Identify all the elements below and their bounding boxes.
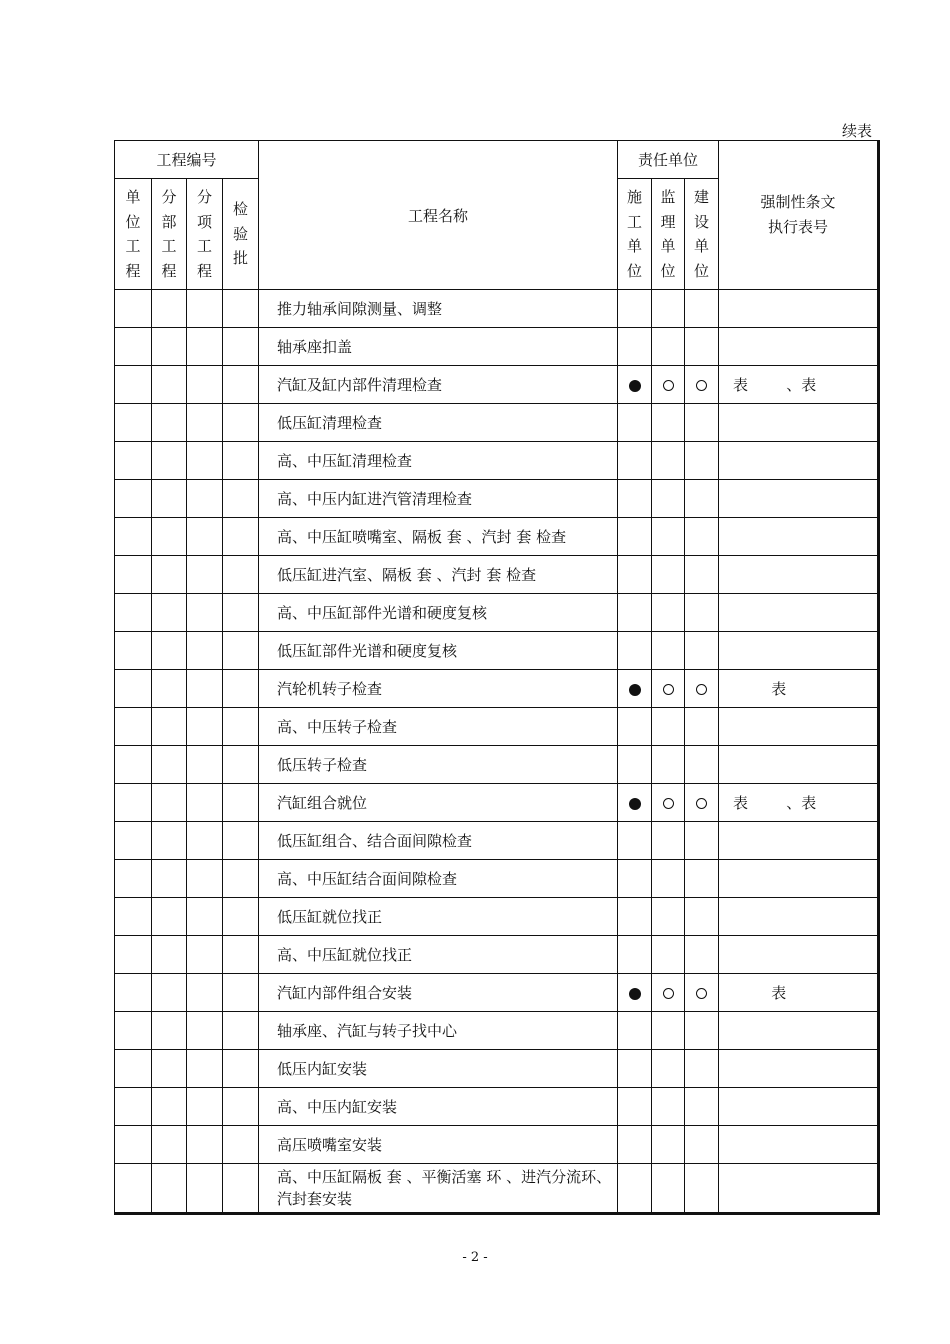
responsibility-mark	[618, 1012, 652, 1050]
responsibility-mark	[685, 1126, 719, 1164]
code-cell	[223, 632, 259, 670]
open-circle-icon	[663, 988, 674, 999]
project-name-cell: 轴承座、汽缸与转子找中心	[259, 1012, 618, 1050]
responsibility-mark	[618, 290, 652, 328]
code-cell	[187, 1164, 223, 1214]
header-project-name: 工程名称	[259, 141, 618, 290]
mandatory-ref-cell: 表 、表	[719, 784, 879, 822]
code-cell	[187, 822, 223, 860]
code-cell	[115, 556, 152, 594]
filled-circle-icon	[629, 684, 641, 696]
project-table	[114, 140, 880, 1215]
code-cell	[115, 898, 152, 936]
project-name-cell: 高、中压缸就位找正	[259, 936, 618, 974]
responsibility-mark	[618, 898, 652, 936]
header-sub-division: 分 部 工 程	[152, 179, 187, 290]
responsibility-mark	[685, 366, 719, 404]
project-name-cell: 汽缸及缸内部件清理检查	[259, 366, 618, 404]
project-name-cell: 高、中压缸隔板 套 、平衡活塞 环 、进汽分流环、汽封套安装	[259, 1164, 618, 1214]
code-cell	[187, 1012, 223, 1050]
code-cell	[187, 1088, 223, 1126]
code-cell	[152, 746, 187, 784]
responsibility-mark	[618, 746, 652, 784]
responsibility-mark	[685, 594, 719, 632]
code-cell	[152, 290, 187, 328]
code-cell	[187, 366, 223, 404]
header-owner-unit: 建 设 单 位	[685, 179, 719, 290]
code-cell	[223, 708, 259, 746]
responsibility-mark	[618, 936, 652, 974]
responsibility-mark	[652, 822, 685, 860]
code-cell	[223, 784, 259, 822]
project-name-cell: 高、中压缸结合面间隙检查	[259, 860, 618, 898]
header-supervision-unit: 监 理 单 位	[652, 179, 685, 290]
project-name-cell: 轴承座扣盖	[259, 328, 618, 366]
project-name-cell: 低压缸组合、结合面间隙检查	[259, 822, 618, 860]
code-cell	[152, 708, 187, 746]
responsibility-mark	[652, 1164, 685, 1214]
responsibility-mark	[685, 404, 719, 442]
open-circle-icon	[663, 798, 674, 809]
responsibility-mark	[618, 632, 652, 670]
table-row	[115, 1012, 879, 1050]
responsibility-mark	[685, 290, 719, 328]
table-row	[115, 632, 879, 670]
code-cell	[223, 746, 259, 784]
open-circle-icon	[696, 684, 707, 695]
header-mandatory-line1: 强制性条文	[760, 193, 836, 211]
project-name-cell: 汽轮机转子检查	[259, 670, 618, 708]
responsibility-mark	[652, 594, 685, 632]
code-cell	[223, 518, 259, 556]
code-cell	[115, 936, 152, 974]
project-name-cell: 高、中压内缸安装	[259, 1088, 618, 1126]
code-cell	[115, 1088, 152, 1126]
code-cell	[115, 328, 152, 366]
responsibility-mark	[685, 1012, 719, 1050]
responsibility-mark	[652, 708, 685, 746]
mandatory-ref-cell	[719, 1012, 879, 1050]
page-number: - 2 -	[462, 1250, 488, 1265]
code-cell	[223, 898, 259, 936]
code-cell	[187, 1050, 223, 1088]
project-name-cell: 高、中压内缸进汽管清理检查	[259, 480, 618, 518]
code-cell	[187, 518, 223, 556]
code-cell	[152, 1050, 187, 1088]
responsibility-mark	[618, 366, 652, 404]
project-name-cell: 低压缸清理检查	[259, 404, 618, 442]
mandatory-ref-cell	[719, 708, 879, 746]
code-cell	[223, 860, 259, 898]
responsibility-mark	[618, 480, 652, 518]
code-cell	[187, 708, 223, 746]
code-cell	[223, 442, 259, 480]
code-cell	[187, 860, 223, 898]
responsibility-mark	[618, 404, 652, 442]
code-cell	[152, 1164, 187, 1214]
mandatory-ref-cell	[719, 290, 879, 328]
project-name-cell: 高、中压缸部件光谱和硬度复核	[259, 594, 618, 632]
responsibility-mark	[685, 328, 719, 366]
code-cell	[152, 366, 187, 404]
mandatory-ref-cell	[719, 822, 879, 860]
responsibility-mark	[685, 936, 719, 974]
responsibility-mark	[685, 746, 719, 784]
code-cell	[115, 632, 152, 670]
code-cell	[152, 442, 187, 480]
table-row	[115, 784, 879, 822]
table-row	[115, 822, 879, 860]
code-cell	[223, 1012, 259, 1050]
responsibility-mark	[652, 974, 685, 1012]
mandatory-ref-cell	[719, 936, 879, 974]
mandatory-ref-cell	[719, 1164, 879, 1214]
code-cell	[187, 784, 223, 822]
code-cell	[152, 1126, 187, 1164]
header-inspection-lot: 检 验 批	[223, 179, 259, 290]
code-cell	[115, 860, 152, 898]
responsibility-mark	[685, 974, 719, 1012]
table-row	[115, 1126, 879, 1164]
code-cell	[223, 404, 259, 442]
code-cell	[115, 784, 152, 822]
code-cell	[187, 404, 223, 442]
responsibility-mark	[652, 746, 685, 784]
table-row	[115, 670, 879, 708]
code-cell	[223, 1164, 259, 1214]
filled-circle-icon	[629, 988, 641, 1000]
code-cell	[152, 860, 187, 898]
mandatory-ref-cell	[719, 556, 879, 594]
mandatory-ref-cell	[719, 518, 879, 556]
code-cell	[115, 1164, 152, 1214]
mandatory-ref-cell	[719, 404, 879, 442]
code-cell	[187, 936, 223, 974]
responsibility-mark	[618, 974, 652, 1012]
mandatory-ref-cell: 表 、表	[719, 366, 879, 404]
code-cell	[152, 556, 187, 594]
responsibility-mark	[685, 442, 719, 480]
responsibility-mark	[618, 708, 652, 746]
mandatory-ref-cell	[719, 746, 879, 784]
responsibility-mark	[685, 708, 719, 746]
table-row	[115, 290, 879, 328]
mandatory-ref-cell	[719, 1126, 879, 1164]
header-unit-project: 单 位 工 程	[115, 179, 152, 290]
code-cell	[187, 328, 223, 366]
code-cell	[152, 1088, 187, 1126]
code-cell	[115, 1126, 152, 1164]
code-cell	[187, 974, 223, 1012]
header-sub-item: 分 项 工 程	[187, 179, 223, 290]
code-cell	[187, 898, 223, 936]
project-name-cell: 高、中压缸喷嘴室、隔板 套 、汽封 套 检查	[259, 518, 618, 556]
responsibility-mark	[652, 1126, 685, 1164]
responsibility-mark	[685, 784, 719, 822]
responsibility-mark	[685, 480, 719, 518]
table-row	[115, 860, 879, 898]
open-circle-icon	[696, 798, 707, 809]
code-cell	[115, 290, 152, 328]
header-construction-unit: 施 工 单 位	[618, 179, 652, 290]
mandatory-ref-cell: 表	[719, 670, 879, 708]
project-name-cell: 汽缸组合就位	[259, 784, 618, 822]
code-cell	[223, 556, 259, 594]
responsibility-mark	[618, 670, 652, 708]
table-row	[115, 480, 879, 518]
code-cell	[115, 594, 152, 632]
mandatory-ref-cell	[719, 898, 879, 936]
project-name-cell: 低压转子检查	[259, 746, 618, 784]
responsibility-mark	[652, 632, 685, 670]
code-cell	[187, 670, 223, 708]
code-cell	[115, 480, 152, 518]
mandatory-ref-cell	[719, 328, 879, 366]
code-cell	[223, 480, 259, 518]
filled-circle-icon	[629, 798, 641, 810]
code-cell	[152, 670, 187, 708]
code-cell	[152, 518, 187, 556]
responsibility-mark	[652, 670, 685, 708]
responsibility-mark	[652, 1088, 685, 1126]
mandatory-ref-cell	[719, 1050, 879, 1088]
responsibility-mark	[618, 518, 652, 556]
table-row	[115, 936, 879, 974]
responsibility-mark	[685, 822, 719, 860]
table-row	[115, 556, 879, 594]
responsibility-mark	[618, 860, 652, 898]
table-row	[115, 518, 879, 556]
mandatory-ref-cell	[719, 860, 879, 898]
code-cell	[223, 974, 259, 1012]
code-cell	[152, 936, 187, 974]
responsibility-mark	[652, 1012, 685, 1050]
mandatory-ref-cell	[719, 594, 879, 632]
project-name-cell: 推力轴承间隙测量、调整	[259, 290, 618, 328]
code-cell	[223, 936, 259, 974]
responsibility-mark	[652, 936, 685, 974]
responsibility-mark	[685, 1164, 719, 1214]
code-cell	[187, 746, 223, 784]
mandatory-ref-cell: 表	[719, 974, 879, 1012]
responsibility-mark	[618, 1126, 652, 1164]
code-cell	[223, 594, 259, 632]
responsibility-mark	[685, 670, 719, 708]
code-cell	[187, 556, 223, 594]
header-mandatory-line2: 执行表号	[768, 218, 829, 236]
open-circle-icon	[663, 684, 674, 695]
responsibility-mark	[618, 822, 652, 860]
responsibility-mark	[652, 898, 685, 936]
project-name-cell: 低压缸就位找正	[259, 898, 618, 936]
table-row	[115, 404, 879, 442]
project-name-cell: 低压缸进汽室、隔板 套 、汽封 套 检查	[259, 556, 618, 594]
code-cell	[152, 480, 187, 518]
mandatory-ref-cell	[719, 1088, 879, 1126]
open-circle-icon	[696, 988, 707, 999]
project-name-cell: 高、中压缸清理检查	[259, 442, 618, 480]
project-name-cell: 高压喷嘴室安装	[259, 1126, 618, 1164]
code-cell	[115, 1050, 152, 1088]
responsibility-mark	[618, 784, 652, 822]
responsibility-mark	[685, 898, 719, 936]
code-cell	[152, 822, 187, 860]
code-cell	[115, 746, 152, 784]
code-cell	[152, 594, 187, 632]
table-row	[115, 328, 879, 366]
responsibility-mark	[652, 860, 685, 898]
open-circle-icon	[696, 380, 707, 391]
table-row	[115, 746, 879, 784]
code-cell	[152, 632, 187, 670]
responsibility-mark	[618, 442, 652, 480]
code-cell	[187, 632, 223, 670]
code-cell	[152, 1012, 187, 1050]
table-row	[115, 1164, 879, 1214]
responsibility-mark	[685, 1088, 719, 1126]
code-cell	[187, 290, 223, 328]
table-row	[115, 366, 879, 404]
project-name-cell: 低压内缸安装	[259, 1050, 618, 1088]
code-cell	[115, 1012, 152, 1050]
code-cell	[115, 708, 152, 746]
responsibility-mark	[618, 1164, 652, 1214]
code-cell	[223, 822, 259, 860]
code-cell	[115, 974, 152, 1012]
mandatory-ref-cell	[719, 632, 879, 670]
code-cell	[152, 898, 187, 936]
responsibility-mark	[685, 1050, 719, 1088]
responsibility-mark	[652, 518, 685, 556]
responsibility-mark	[685, 860, 719, 898]
code-cell	[223, 328, 259, 366]
responsibility-mark	[685, 518, 719, 556]
responsibility-mark	[652, 290, 685, 328]
code-cell	[223, 670, 259, 708]
responsibility-mark	[618, 594, 652, 632]
code-cell	[187, 594, 223, 632]
header-project-code: 工程编号	[115, 141, 259, 179]
code-cell	[187, 480, 223, 518]
project-name-cell: 高、中压转子检查	[259, 708, 618, 746]
code-cell	[115, 822, 152, 860]
code-cell	[115, 518, 152, 556]
continued-label: 续表	[842, 122, 873, 140]
code-cell	[115, 366, 152, 404]
mandatory-ref-cell	[719, 442, 879, 480]
code-cell	[115, 404, 152, 442]
code-cell	[187, 1126, 223, 1164]
table-row	[115, 442, 879, 480]
code-cell	[115, 442, 152, 480]
mandatory-ref-cell	[719, 480, 879, 518]
responsibility-mark	[652, 1050, 685, 1088]
code-cell	[223, 1050, 259, 1088]
code-cell	[187, 442, 223, 480]
header-responsible-unit: 责任单位	[618, 141, 719, 179]
responsibility-mark	[618, 1088, 652, 1126]
header-mandatory	[719, 141, 879, 290]
responsibility-mark	[652, 556, 685, 594]
table-row	[115, 1088, 879, 1126]
project-name-cell: 汽缸内部件组合安装	[259, 974, 618, 1012]
responsibility-mark	[618, 1050, 652, 1088]
code-cell	[223, 1126, 259, 1164]
responsibility-mark	[652, 480, 685, 518]
code-cell	[223, 1088, 259, 1126]
code-cell	[223, 366, 259, 404]
code-cell	[152, 974, 187, 1012]
table-row	[115, 898, 879, 936]
responsibility-mark	[652, 784, 685, 822]
filled-circle-icon	[629, 380, 641, 392]
responsibility-mark	[685, 632, 719, 670]
responsibility-mark	[618, 556, 652, 594]
table-row	[115, 974, 879, 1012]
table-row	[115, 708, 879, 746]
project-name-cell: 低压缸部件光谱和硬度复核	[259, 632, 618, 670]
table-row	[115, 1050, 879, 1088]
responsibility-mark	[652, 404, 685, 442]
code-cell	[223, 290, 259, 328]
open-circle-icon	[663, 380, 674, 391]
responsibility-mark	[652, 328, 685, 366]
code-cell	[115, 670, 152, 708]
code-cell	[152, 404, 187, 442]
responsibility-mark	[618, 328, 652, 366]
code-cell	[152, 784, 187, 822]
table-row	[115, 594, 879, 632]
responsibility-mark	[685, 556, 719, 594]
responsibility-mark	[652, 442, 685, 480]
code-cell	[152, 328, 187, 366]
responsibility-mark	[652, 366, 685, 404]
